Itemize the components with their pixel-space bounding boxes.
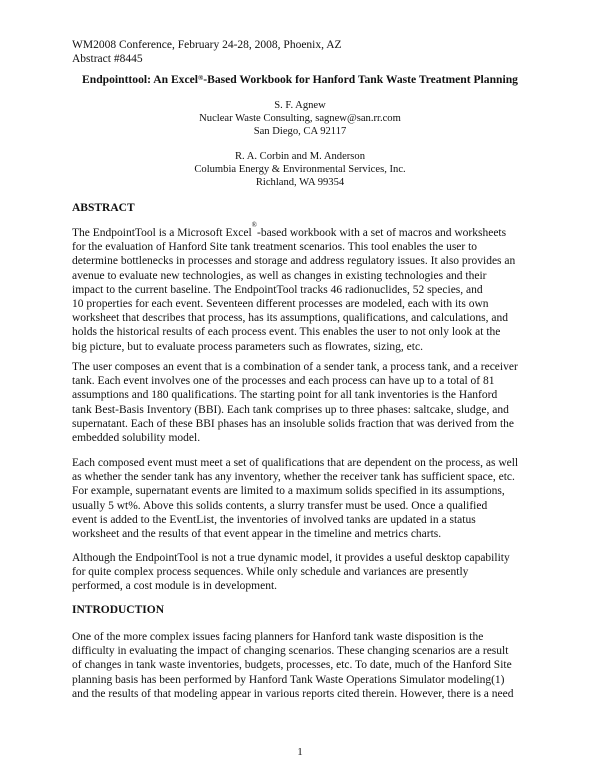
author-1-name: S. F. Agnew xyxy=(274,100,326,111)
text-fragment: The EndpointTool is a Microsoft Excel xyxy=(72,227,252,239)
text-line: worksheet that describes that process, has its assumptions, qualifications, and calculations, and xyxy=(72,312,508,325)
text-line: tank. Each event involves one of the processes and each process can have up to a total of 81 xyxy=(72,375,495,388)
text-line: performed, a cost module is in development. xyxy=(72,580,278,593)
paper-title xyxy=(40,73,560,87)
text-line: difficulty in evaluating the impact of changing scenarios. These changing scenarios are a result xyxy=(72,645,509,658)
registered-mark: ® xyxy=(251,221,257,229)
text-line xyxy=(72,221,532,240)
text-line: One of the more complex issues facing planners for Hanford tank waste disposition is the xyxy=(72,631,484,643)
text-line: assumptions and 180 qualifications. The starting point for all tank inventories is the Hanford xyxy=(72,389,498,402)
text-line: For example, supernatant events are limited to a maximum solids specified in its assumptions, xyxy=(72,485,505,498)
text-line: as whether the sender tank has any inventory, whether the receiver tank has sufficient space, etc. xyxy=(72,471,515,484)
text-line: The user composes an event that is a combination of a sender tank, a process tank, and a receiver xyxy=(72,361,518,373)
author-1-affiliation: Nuclear Waste Consulting, sagnew@san.rr.com xyxy=(199,113,401,124)
text-line: avenue to evaluate new technologies, as well as changes in existing technologies and their xyxy=(72,269,487,282)
abstract-paragraph-3 xyxy=(72,456,532,541)
text-fragment: -based workbook with a set of macros and worksheets xyxy=(256,227,507,239)
abstract-paragraph-1 xyxy=(72,221,532,354)
text-line: event is added to the EventList, the inventories of involved tanks are updated in a status xyxy=(72,513,476,526)
title-registered-mark: ® xyxy=(198,74,204,82)
text-line: supernatant. Each of these BBI phases has an insoluble solids fraction that was derived from the xyxy=(72,417,514,430)
text-line: big picture, but to evaluate process parameters such as flowrates, sizing, etc. xyxy=(72,340,423,353)
abstract-number: Abstract #8445 xyxy=(72,53,143,65)
text-line: of changes in tank waste inventories, budgets, processes, etc. To date, much of the Hanford Site xyxy=(72,659,512,672)
author-2-location: Richland, WA 99354 xyxy=(255,177,345,188)
text-line: usually 5 wt%. Above this solids contents, a slurry transfer must be used. Once a qualified xyxy=(72,499,488,512)
text-line: planning basis has been performed by Hanford Tank Waste Operations Simulator modeling(1) xyxy=(72,673,505,686)
title-part-2: -Based Workbook for Hanford Tank Waste Treatment Planning xyxy=(203,73,518,86)
conference-header: WM2008 Conference, February 24-28, 2008, Phoenix, AZ xyxy=(72,39,342,51)
text-line: Although the EndpointTool is not a true dynamic model, it provides a useful desktop capability xyxy=(72,552,510,564)
author-2-name: R. A. Corbin and M. Anderson xyxy=(234,151,366,162)
author-2-affiliation: Columbia Energy & Environmental Services, Inc. xyxy=(194,164,406,175)
text-line: and the results of that modeling appear in various reports cited therein. However, there is a need xyxy=(72,687,514,700)
text-line: worksheet and the results of that event appear in the timeline and metrics charts. xyxy=(72,528,442,541)
author-1-location: San Diego, CA 92117 xyxy=(253,126,347,137)
introduction-heading: INTRODUCTION xyxy=(72,604,165,616)
abstract-heading: ABSTRACT xyxy=(72,202,135,214)
abstract-paragraph-4 xyxy=(72,551,532,594)
text-line: holds the historical results of each process event. This enables the user to not only look at the xyxy=(72,326,501,339)
text-line: Each composed event must meet a set of qualifications that are dependent on the process, as well xyxy=(72,457,519,469)
text-line: for quite complex process sequences. While only schedule and variances are presently xyxy=(72,566,469,579)
page-number: 1 xyxy=(297,746,303,758)
text-line: 10 properties for each event. Seventeen different processes are modeled, each with its own xyxy=(72,298,489,311)
text-line: tank Best-Basis Inventory (BBI). Each tank comprises up to three phases: saltcake, sludge, and xyxy=(72,403,509,416)
text-line: for the evaluation of Hanford Site tank treatment scenarios. This tool enables the user to xyxy=(72,241,478,254)
text-line: embedded solubility model. xyxy=(72,432,201,445)
abstract-paragraph-2 xyxy=(72,360,532,445)
text-line: impact to the current baseline. The EndpointTool tracks 46 radionuclides, 52 species, and xyxy=(72,283,483,296)
introduction-paragraph-1 xyxy=(72,630,532,701)
text-line: determine bottlenecks in processes and storage and address regulatory issues. It also provides an xyxy=(72,255,516,268)
title-part-1: Endpointtool: An Excel xyxy=(82,73,198,86)
